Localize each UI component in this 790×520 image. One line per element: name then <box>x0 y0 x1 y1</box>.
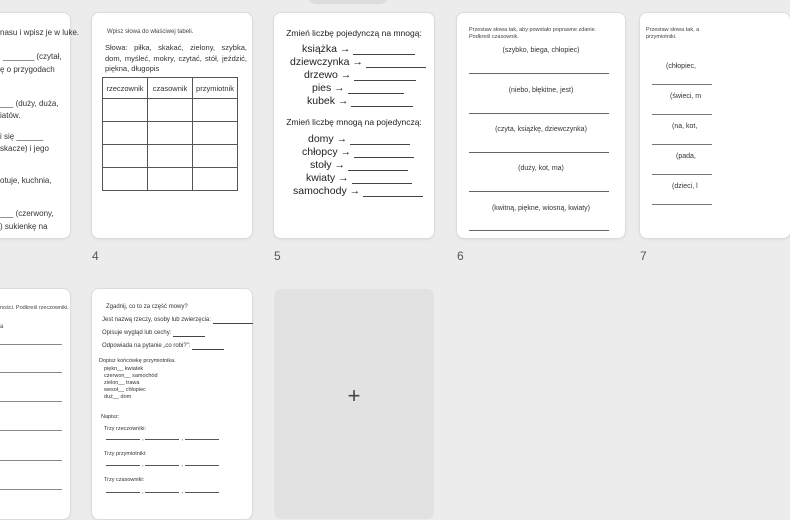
exercise-item: kubek → <box>307 95 413 107</box>
ending-item: zielon__ trawa <box>104 380 140 386</box>
column-header: rzeczownik <box>103 78 148 99</box>
exercise-item: domy → <box>308 133 410 145</box>
question: Jest nazwą rzeczy, osoby lub zwierzęcia: <box>102 316 253 324</box>
page4-word-list: Słowa: piłka, skakać, zielony, szybka, dom, myśleć, mokry, czytać, stół, jeździć, piękna, długopis <box>105 43 247 73</box>
word-group: (świeci, m <box>670 93 702 100</box>
page-thumbnail-5[interactable] <box>274 13 434 238</box>
page3-instruction: nasu i wpisz je w luke. <box>0 28 80 37</box>
page-thumbnail-9[interactable] <box>92 289 252 519</box>
exercise-item: chłopcy → <box>302 146 414 158</box>
answer-blanks: , , <box>106 436 221 442</box>
answer-blanks: , , <box>106 462 221 468</box>
answer-blanks: , , <box>106 489 221 495</box>
ending-item: wesoł__ chłopiec <box>104 387 146 393</box>
write-item: Trzy rzeczowniki: <box>104 426 146 432</box>
page-thumbnail-6[interactable] <box>457 13 625 238</box>
exercise-item: książka → <box>302 43 415 55</box>
word-group: (dzieci, l <box>672 183 698 190</box>
exercise-item: kwiaty → <box>306 172 412 184</box>
scroll-handle <box>308 0 388 4</box>
add-page-button[interactable] <box>274 289 434 519</box>
page8-instruction: ności. Podkreśl rzeczowniki. <box>0 305 69 311</box>
page6-instruction: Przestaw słowa tak, aby powstało poprawne zdanie. Podkreśl czasownik. <box>469 27 597 40</box>
ending-item: czerwon__ samochód <box>104 373 158 379</box>
page-thumbnail-3[interactable] <box>0 13 80 238</box>
write-item: Trzy czasowniki: <box>104 477 145 483</box>
page3-line: ę o przygodach <box>0 65 55 74</box>
word-group: (duży, kot, ma) <box>518 165 564 172</box>
page-number: 4 <box>92 249 99 263</box>
ending-item: piękn__ kwiatek <box>104 366 144 372</box>
word-group: (szybko, biega, chłopiec) <box>502 47 580 54</box>
word-group: (czyta, książkę, dziewczynka) <box>495 126 587 133</box>
endings-title: Dopisz końcówkę przymiotnika. <box>99 358 176 364</box>
word-group: (niebo, błękitne, jest) <box>508 87 574 94</box>
column-header: czasownik <box>148 78 193 99</box>
page3-line: ) sukienkę na <box>0 222 48 231</box>
word-group: (na, kot, <box>672 123 698 130</box>
page3-line: i się ______ <box>0 132 44 141</box>
plus-icon: + <box>347 383 361 408</box>
page-number: 7 <box>640 249 647 263</box>
exercise-item: pies → <box>312 82 404 94</box>
question: Odpowiada na pytanie „co robi?”: <box>102 342 224 350</box>
exercise-item: drzewo → <box>304 69 416 81</box>
page3-line: otuje, kuchnia, <box>0 176 52 185</box>
page9-title: Zgadnij, co to za część mowy? <box>106 304 188 310</box>
word-sort-table <box>102 77 238 191</box>
word-group: (chłopiec, <box>666 63 696 70</box>
page3-line: iatów. <box>0 111 21 120</box>
page8-line: a <box>0 324 4 330</box>
exercise-item: samochody → <box>293 185 423 197</box>
exercise-item: dziewczynka → <box>290 56 426 68</box>
page4-title: Wpisz słowa do właściwej tabeli. <box>107 29 194 35</box>
word-group: (pada, <box>676 153 696 160</box>
write-item: Trzy przymiotniki: <box>104 451 147 457</box>
page5-heading-1: Zmień liczbę pojedynczą na mnogą: <box>286 28 422 38</box>
page-number: 6 <box>457 249 464 263</box>
ending-item: duż__ dom <box>104 394 132 400</box>
exercise-item: stoły → <box>310 159 408 171</box>
page3-line: skacze) i jego <box>0 144 49 153</box>
page-thumbnail-8[interactable] <box>0 289 70 519</box>
page3-line: ___ (duży, duża, <box>0 99 59 108</box>
word-group: (kwitną, piękne, wiosną, kwiaty) <box>491 205 591 212</box>
page3-line: ___ (czerwony, <box>0 209 54 218</box>
column-header: przymiotnik <box>193 78 238 99</box>
page-thumbnail-4[interactable] <box>92 13 252 238</box>
page-number: 5 <box>274 249 281 263</box>
write-title: Napisz: <box>101 414 120 420</box>
page-thumbnail-7[interactable] <box>640 13 790 238</box>
page3-line: _______ (czytał, <box>3 52 62 61</box>
page5-heading-2: Zmień liczbę mnogą na pojedynczą: <box>286 117 422 127</box>
question: Opisuje wygląd lub cechy: <box>102 329 205 337</box>
page7-instruction: Przestaw słowa tak, a przymiotniki. <box>646 27 700 40</box>
